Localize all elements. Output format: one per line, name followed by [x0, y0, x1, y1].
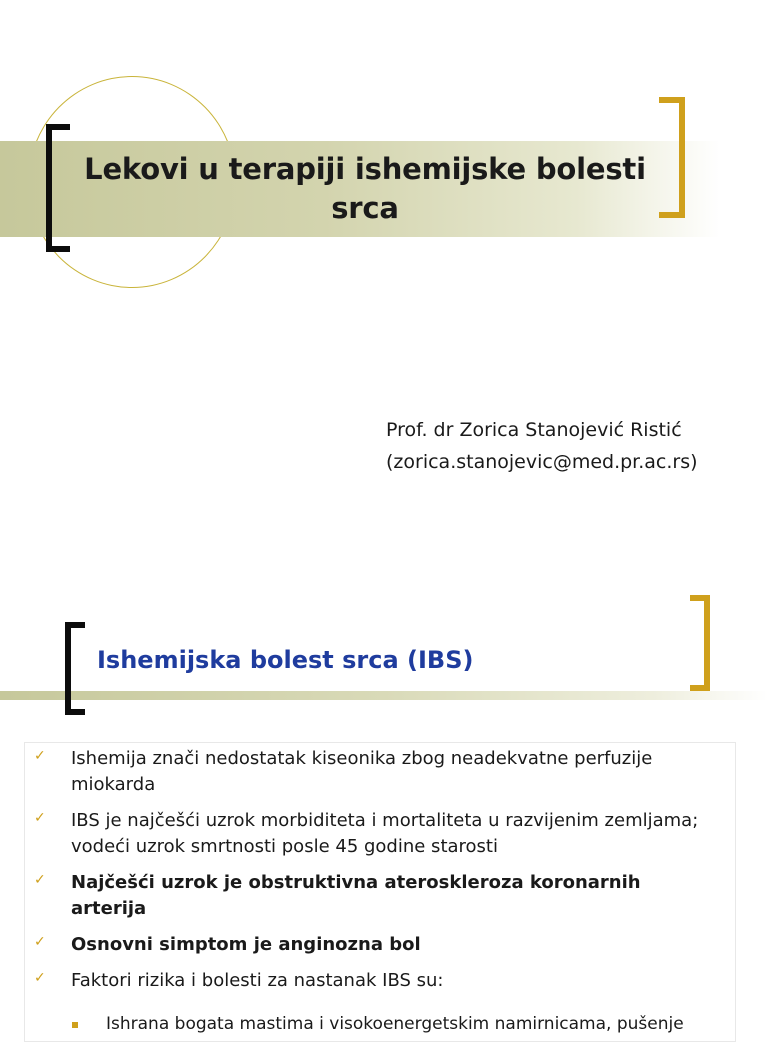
slide-heading: Ishemijska bolest srca (IBS): [97, 646, 474, 674]
bullet-list: [34, 746, 714, 1004]
checkmark-icon: ✓: [34, 872, 46, 888]
author-block: [386, 414, 698, 478]
bullet-text: Faktori rizika i bolesti za nastanak IBS su:: [71, 970, 444, 991]
bullet-text: Najčešći uzrok je obstruktivna ateroskleroza koronarnih arterija: [71, 872, 641, 919]
checkmark-icon: ✓: [34, 970, 46, 986]
right-bracket-decoration: [690, 595, 710, 691]
list-item: [34, 870, 714, 922]
list-item: [34, 968, 714, 994]
left-bracket-decoration: [46, 124, 70, 252]
sub-bullet-text: Ishrana bogata mastima i visokoenergetskim namirnicama, pušenje: [106, 1014, 684, 1034]
list-item: [34, 808, 714, 860]
slide-title: Lekovi u terapiji ishemijske bolesti srca: [84, 152, 646, 225]
list-item: [34, 932, 714, 958]
checkmark-icon: ✓: [34, 810, 46, 826]
checkmark-icon: ✓: [34, 748, 46, 764]
right-bracket-decoration: [659, 97, 685, 218]
bullet-text: Osnovni simptom je anginozna bol: [71, 934, 421, 955]
list-item: [34, 746, 714, 798]
sub-bullet: [72, 1012, 768, 1036]
square-bullet-icon: [72, 1022, 78, 1028]
author-email: (zorica.stanojevic@med.pr.ac.rs): [386, 451, 698, 473]
author-name: Prof. dr Zorica Stanojević Ristić: [386, 419, 682, 441]
heading-band: [0, 691, 768, 700]
bullet-text: Ishemija znači nedostatak kiseonika zbog neadekvatne perfuzije miokarda: [71, 748, 653, 795]
bullet-text: IBS je najčešći uzrok morbiditeta i mortaliteta u razvijenim zemljama; vodeći uzrok smrtnosti posle 45 godine starosti: [71, 810, 699, 857]
checkmark-icon: ✓: [34, 934, 46, 950]
left-bracket-decoration: [65, 622, 85, 715]
